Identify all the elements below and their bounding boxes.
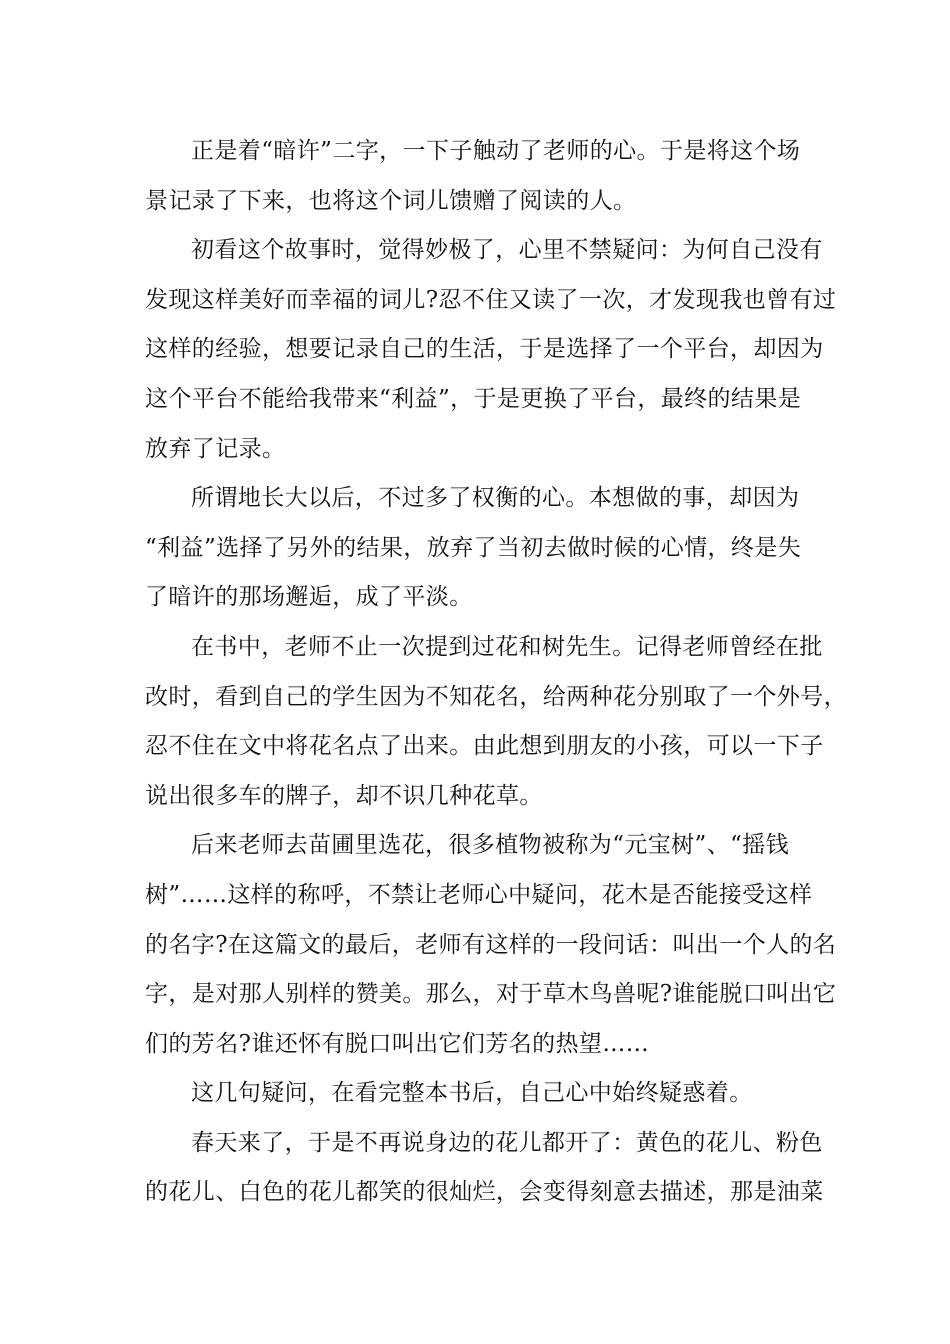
paragraph-line: 改时，看到自己的学生因为不知花名，给两种花分别取了一个外号， [145,683,847,710]
paragraph-line: 发现这样美好而幸福的词儿?忍不住又读了一次，才发现我也曾有过 [145,286,837,313]
paragraph-line: 春天来了，于是不再说身边的花儿都开了：黄色的花儿、粉色 [191,1129,823,1156]
paragraph-line: 放弃了记录。 [145,435,286,462]
paragraph-line: 这个平台不能给我带来“利益”，于是更换了平台，最终的结果是 [145,385,802,412]
paragraph-line: 在书中，老师不止一次提到过花和树先生。记得老师曾经在批 [191,633,823,660]
paragraph-line: 后来老师去苗圃里选花，很多植物被称为“元宝树”、“摇钱 [191,832,790,859]
paragraph-line: 正是着“暗许”二字，一下子触动了老师的心。于是将这个场 [191,138,801,164]
paragraph-line: 所谓地长大以后，不过多了权衡的心。本想做的事，却因为 [191,485,800,512]
paragraph-line: 这样的经验，想要记录自己的生活，于是选择了一个平台，却因为 [145,336,824,363]
paragraph-line: 树”……这样的称呼，不禁让老师心中疑问，花木是否能接受这样 [145,881,813,908]
paragraph-line: 初看这个故事时，觉得妙极了，心里不禁疑问：为何自己没有 [191,237,823,264]
paragraph-line: 了暗许的那场邂逅，成了平淡。 [145,584,473,611]
article-body [145,127,847,1218]
paragraph-line: 忍不住在文中将花名点了出来。由此想到朋友的小孩，可以一下子 [145,733,824,760]
paragraph-line: 们的芳名?谁还怀有脱口叫出它们芳名的热望…… [145,1030,650,1057]
paragraph-line: 的花儿、白色的花儿都笑的很灿烂，会变得刻意去描述，那是油菜 [145,1179,824,1206]
paragraph-line: 景记录了下来，也将这个词儿馈赠了阅读的人。 [145,187,637,214]
paragraph-line: “利益”选择了另外的结果，放弃了当初去做时候的心情，终是失 [145,534,802,561]
paragraph-line: 的名字?在这篇文的最后，老师有这样的一段问话：叫出一个人的名 [145,931,837,958]
paragraph-line: 这几句疑问，在看完整本书后，自己心中始终疑惑着。 [191,1080,753,1107]
paragraph-line: 说出很多车的牌子，却不识几种花草。 [145,782,543,809]
paragraph-line: 字，是对那人别样的赞美。那么，对于草木鸟兽呢?谁能脱口叫出它 [145,981,837,1008]
